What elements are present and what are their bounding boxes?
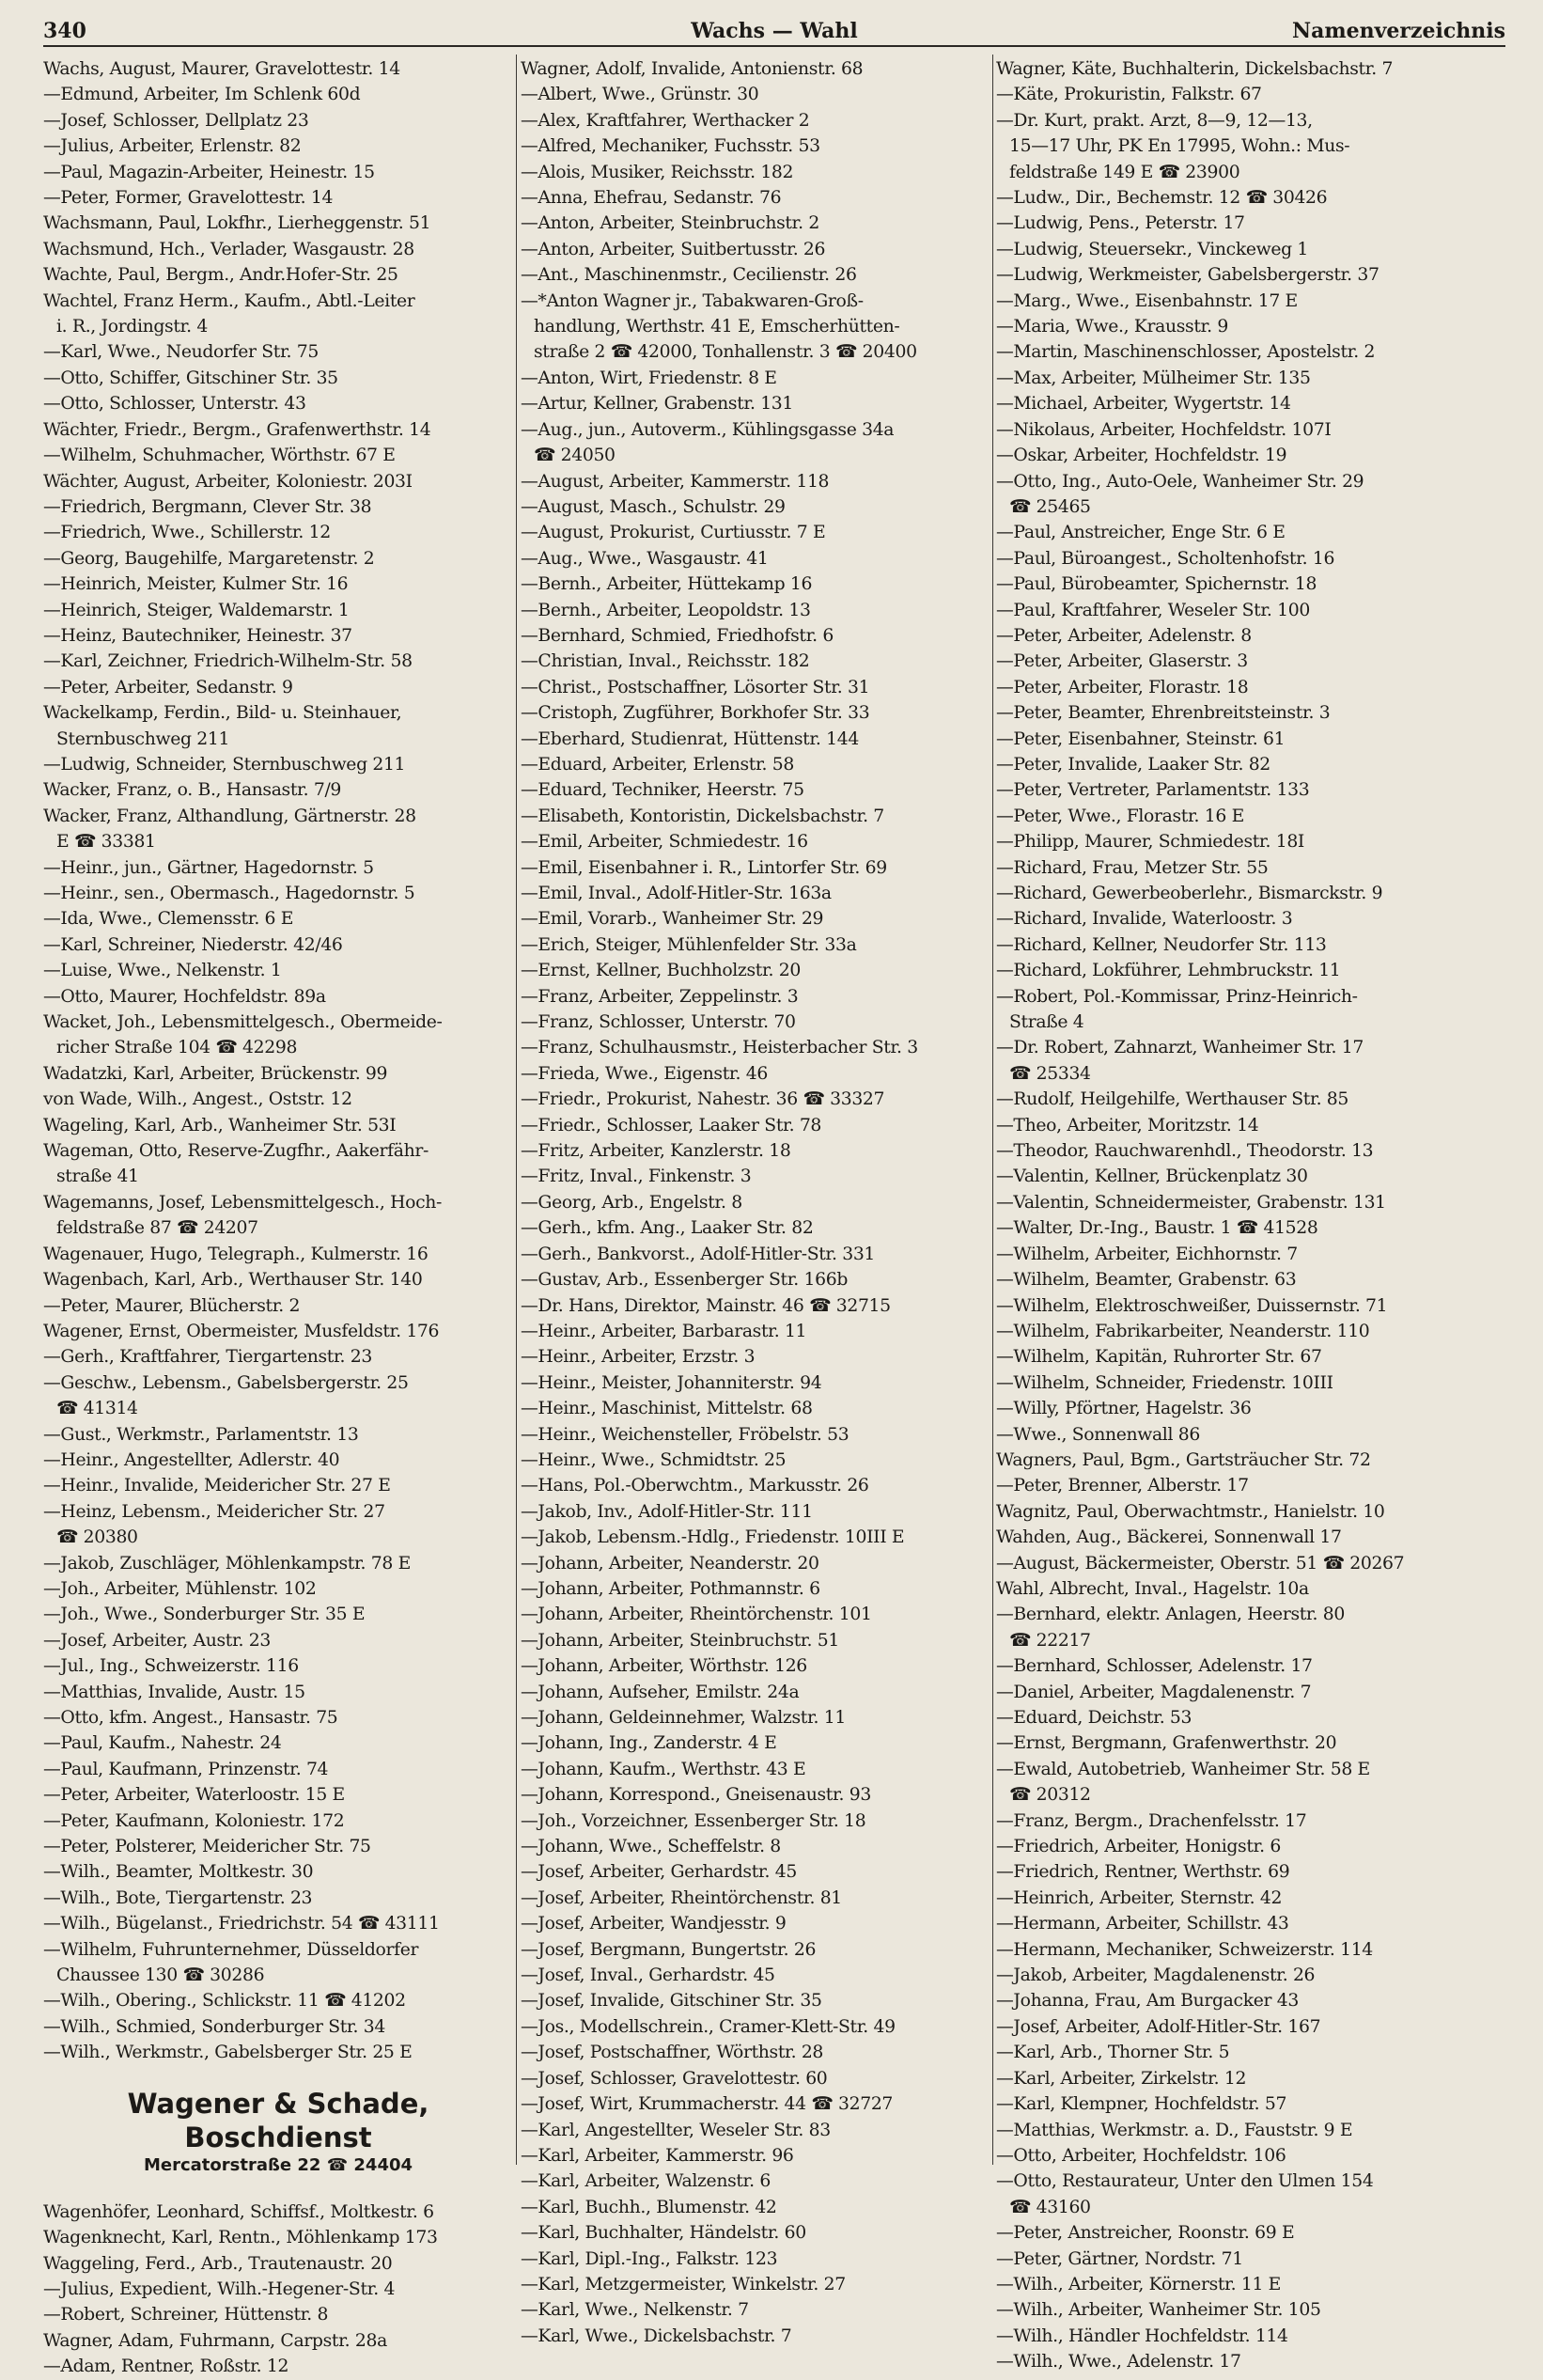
directory-entry: —Marg., Wwe., Eisenbahnstr. 17 E [996,290,1298,311]
directory-entry: —Jakob, Zuschläger, Möhlenkampstr. 78 E [43,1553,411,1574]
directory-entry: —Karl, Buchhalter, Händelstr. 60 [521,2223,806,2244]
directory-entry: —Dr. Robert, Zahnarzt, Wanheimer Str. 17 [996,1038,1364,1058]
directory-entry: —Eduard, Arbeiter, Erlenstr. 58 [521,754,794,775]
directory-entry: —Wilh., Beamter, Moltkestr. 30 [43,1862,314,1883]
directory-entry: —Heinrich, Meister, Kulmer Str. 16 [43,574,349,595]
directory-entry: —Heinr., Invalide, Meidericher Str. 27 E [43,1476,391,1496]
directory-entry: —Karl, Metzgermeister, Winkelstr. 27 [521,2274,846,2294]
directory-entry: Wagener, Ernst, Obermeister, Musfeldstr. 176 [43,1321,440,1341]
directory-entry: —Otto, Maurer, Hochfeldstr. 89a [43,986,326,1007]
directory-entry: —Bernh., Arbeiter, Hüttekamp 16 [521,574,813,595]
directory-entry: —Ludw., Dir., Bechemstr. 12 ☎ 30426 [996,188,1328,209]
directory-entry: —August, Masch., Schulstr. 29 [521,496,786,517]
directory-entry: —Paul, Bürobeamter, Spichernstr. 18 [996,574,1317,595]
directory-entry: —Heinr., Weichensteller, Fröbelstr. 53 [521,1424,849,1445]
directory-entry: —Heinrich, Steiger, Waldemarstr. 1 [43,600,350,620]
directory-entry: —Peter, Anstreicher, Roonstr. 69 E [996,2223,1295,2244]
directory-entry: Wagner, Adam, Fuhrmann, Carpstr. 28a [43,2330,387,2351]
directory-entry: —Joh., Wwe., Sonderburger Str. 35 E [43,1605,366,1625]
directory-entry: —Ernst, Bergmann, Grafenwerthstr. 20 [996,1733,1337,1754]
directory-entry: i. R., Jordingstr. 4 [56,317,208,337]
directory-entry: E ☎ 33381 [56,832,156,853]
directory-entry: —Hans, Pol.-Oberwchtm., Markusstr. 26 [521,1476,869,1496]
directory-entry: —Johann, Korrespond., Gneisenaustr. 93 [521,1785,871,1806]
directory-entry: —Matthias, Werkmstr. a. D., Fauststr. 9 E [996,2120,1353,2140]
directory-entry: —Richard, Kellner, Neudorfer Str. 113 [996,934,1327,955]
directory-entry: —Ewald, Autobetrieb, Wanheimer Str. 58 E [996,1759,1370,1779]
directory-entry: —Maria, Wwe., Krausstr. 9 [996,317,1228,337]
directory-entry: —Wilh., Händler Hochfeldstr. 114 [996,2325,1288,2346]
directory-entry: Wagner, Käte, Buchhalterin, Dickelsbachstr. 7 [996,59,1394,79]
directory-entry: —Josef, Invalide, Gitschiner Str. 35 [521,1991,822,2012]
directory-entry: —Josef, Postschaffner, Wörthstr. 28 [521,2043,824,2063]
directory-entry: —Josef, Bergmann, Bungertstr. 26 [521,1939,817,1960]
directory-entry: —Johann, Arbeiter, Steinbruchstr. 51 [521,1630,839,1651]
directory-entry: —Edmund, Arbeiter, Im Schlenk 60d [43,85,361,105]
directory-entry: —Frieda, Wwe., Eigenstr. 46 [521,1063,768,1084]
directory-entry: —Johann, Geldeinnehmer, Walzstr. 11 [521,1708,846,1728]
directory-entry: —Peter, Arbeiter, Sedanstr. 9 [43,677,293,697]
directory-entry: —Oskar, Arbeiter, Hochfeldstr. 19 [996,446,1287,466]
directory-entry: —Anton, Arbeiter, Suitbertusstr. 26 [521,239,826,259]
directory-entry: —Ludwig, Pens., Peterstr. 17 [996,213,1245,234]
directory-entry: —Heinz, Lebensm., Meidericher Str. 27 [43,1501,385,1522]
directory-entry: —Heinrich, Arbeiter, Sternstr. 42 [996,1887,1283,1908]
directory-entry: —Alex, Kraftfahrer, Werthacker 2 [521,110,810,131]
directory-entry: Wackelkamp, Ferdin., Bild- u. Steinhauer, [43,703,402,724]
directory-entry: —Valentin, Kellner, Brückenplatz 30 [996,1167,1308,1187]
directory-entry: —Jos., Modellschrein., Cramer-Klett-Str. 49 [521,2016,896,2037]
directory-entry: —Peter, Polsterer, Meidericher Str. 75 [43,1837,371,1857]
directory-entry: —Robert, Pol.-Kommissar, Prinz-Heinrich- [996,986,1358,1007]
directory-entry: —Emil, Eisenbahner i. R., Lintorfer Str. 69 [521,857,887,878]
directory-entry: —Michael, Arbeiter, Wygertstr. 14 [996,394,1291,415]
directory-entry: —Wilh., Arbeiter, Körnerstr. 11 E [996,2274,1282,2294]
directory-entry: —Matthias, Invalide, Austr. 15 [43,1682,305,1702]
directory-entry: —Ida, Wwe., Clemensstr. 6 E [43,909,294,930]
directory-entry: —Eduard, Deichstr. 53 [996,1708,1192,1728]
directory-entry: —Johann, Kaufm., Werthstr. 43 E [521,1759,806,1779]
directory-entry: Wachsmann, Paul, Lokfhr., Lierheggenstr. 51 [43,213,431,234]
directory-entry: —Josef, Arbeiter, Gerhardstr. 45 [521,1862,797,1883]
directory-entry: —Friedrich, Bergmann, Clever Str. 38 [43,496,372,517]
directory-entry: —Hermann, Mechaniker, Schweizerstr. 114 [996,1939,1373,1960]
directory-entry: —Karl, Dipl.-Ing., Falkstr. 123 [521,2248,778,2269]
directory-entry: —Wilh., Schmied, Sonderburger Str. 34 [43,2016,385,2037]
column-2 [521,56,990,2346]
directory-entry: Wagenknecht, Karl, Rentn., Möhlenkamp 173 [43,2228,438,2248]
directory-entry: —Peter, Eisenbahner, Steinstr. 61 [996,728,1286,749]
directory-entry: —Theodor, Rauchwarenhdl., Theodorstr. 13 [996,1141,1374,1162]
directory-entry: —Käte, Prokuristin, Falkstr. 67 [996,85,1262,105]
directory-entry: —Richard, Gewerbeoberlehr., Bismarckstr. 9 [996,884,1383,903]
directory-entry: —Elisabeth, Kontoristin, Dickelsbachstr. 7 [521,806,884,826]
directory-entry: —Ludwig, Steuersekr., Vinckeweg 1 [996,239,1309,259]
directory-entry: —Paul, Kaufm., Nahestr. 24 [43,1733,282,1754]
directory-entry: —Karl, Buchh., Blumenstr. 42 [521,2197,777,2217]
directory-entry: —Martin, Maschinenschlosser, Apostelstr. 2 [996,342,1376,363]
directory-entry: —Karl, Arb., Thorner Str. 5 [996,2043,1230,2063]
directory-entry: —Franz, Schulhausmstr., Heisterbacher Str. 3 [521,1038,918,1058]
directory-entry: ☎ 22217 [1009,1630,1091,1651]
directory-entry: —Johann, Arbeiter, Neanderstr. 20 [521,1553,819,1574]
directory-entry: —Heinr., Maschinist, Mittelstr. 68 [521,1399,813,1419]
directory-entry: —Karl, Arbeiter, Walzenstr. 6 [521,2171,771,2192]
directory-entry: —Anton, Arbeiter, Steinbruchstr. 2 [521,213,819,234]
directory-entry: —Wilh., Obering., Schlickstr. 11 ☎ 41202 [43,1991,406,2012]
directory-entry: —Gust., Werkmstr., Parlamentstr. 13 [43,1424,359,1445]
directory-entry: —Johanna, Frau, Am Burgacker 43 [996,1991,1299,2012]
directory-entry: —Wilh., Wwe., Adelenstr. 17 [996,2352,1241,2372]
directory-entry: —Heinr., Arbeiter, Erzstr. 3 [521,1347,756,1368]
directory-entry: —Richard, Lokführer, Lehmbruckstr. 11 [996,961,1341,981]
directory-entry: —Dr. Kurt, prakt. Arzt, 8—9, 12—13, [996,110,1313,131]
directory-entry: —Richard, Frau, Metzer Str. 55 [996,857,1269,878]
directory-entry: —Peter, Brenner, Alberstr. 17 [996,1476,1249,1496]
directory-entry: —Christian, Inval., Reichsstr. 182 [521,651,810,672]
directory-entry: feldstraße 87 ☎ 24207 [56,1218,258,1239]
directory-entry: —Heinr., Arbeiter, Barbarastr. 11 [521,1321,807,1341]
directory-entry: —Joh., Vorzeichner, Essenberger Str. 18 [521,1810,866,1831]
directory-entry: —Franz, Bergm., Drachenfelsstr. 17 [996,1810,1307,1831]
directory-entry: —August, Prokurist, Curtiusstr. 7 E [521,523,826,543]
directory-entry: —Otto, kfm. Angest., Hansastr. 75 [43,1708,338,1728]
directory-entry: —Jakob, Arbeiter, Magdalenenstr. 26 [996,1965,1316,1986]
directory-entry: —Peter, Maurer, Blücherstr. 2 [43,1295,301,1316]
directory-entry: Wagners, Paul, Bgm., Gartsträucher Str. 72 [996,1449,1371,1470]
directory-entry: —Paul, Büroangest., Scholtenhofstr. 16 [996,548,1335,569]
directory-entry: —Johann, Wwe., Scheffelstr. 8 [521,1837,781,1857]
directory-entry: —Peter, Wwe., Florastr. 16 E [996,806,1244,826]
directory-entry: Wacker, Franz, Althandlung, Gärtnerstr. 28 [43,806,416,826]
directory-entry: Chaussee 130 ☎ 30286 [56,1965,265,1986]
directory-entry: —Peter, Former, Gravelottestr. 14 [43,188,334,209]
directory-entry: Wagenauer, Hugo, Telegraph., Kulmerstr. 16 [43,1244,429,1264]
directory-entry: —Joh., Arbeiter, Mühlenstr. 102 [43,1578,317,1599]
directory-entry: ☎ 41314 [56,1399,138,1419]
directory-entry: —Josef, Arbeiter, Wandjesstr. 9 [521,1914,787,1934]
directory-entry: —Willy, Pförtner, Hagelstr. 36 [996,1399,1252,1419]
column-divider [992,55,993,2165]
directory-entry: —Karl, Klempner, Hochfeldstr. 57 [996,2094,1287,2115]
directory-entry: —Bernhard, elektr. Anlagen, Heerstr. 80 [996,1605,1345,1625]
directory-entry: —Ant., Maschinenmstr., Cecilienstr. 26 [521,265,857,286]
directory-entry: —Philipp, Maurer, Schmiedestr. 18I [996,832,1304,853]
directory-entry: —Wwe., Sonnenwall 86 [996,1424,1200,1445]
directory-entry: Wächter, Friedr., Bergm., Grafenwerthstr. 14 [43,419,431,440]
directory-entry: —Otto, Ing., Auto-Oele, Wanheimer Str. 29 [996,471,1364,492]
directory-entry: —Luise, Wwe., Nelkenstr. 1 [43,961,282,981]
directory-entry: —Geschw., Lebensm., Gabelsbergerstr. 25 [43,1372,409,1393]
directory-entry: —Walter, Dr.-Ing., Baustr. 1 ☎ 41528 [996,1218,1318,1239]
directory-entry: —Fritz, Arbeiter, Kanzlerstr. 18 [521,1141,791,1162]
ad-address: Mercatorstraße 22 ☎ 24404 [143,2154,413,2175]
directory-entry: Wagenbach, Karl, Arb., Werthauser Str. 140 [43,1270,423,1291]
directory-entry: Wahl, Albrecht, Inval., Hagelstr. 10a [996,1578,1309,1599]
directory-entry: —Richard, Invalide, Waterloostr. 3 [996,909,1293,930]
directory-entry: —Friedrich, Wwe., Schillerstr. 12 [43,523,331,543]
column-divider [516,55,517,2165]
page-header [43,13,1505,47]
directory-entry: —Julius, Arbeiter, Erlenstr. 82 [43,136,302,157]
directory-entry: —Josef, Schlosser, Gravelottestr. 60 [521,2068,828,2089]
directory-entry: —Peter, Arbeiter, Glaserstr. 3 [996,651,1248,672]
directory-entry: —Wilhelm, Schneider, Friedenstr. 10III [996,1372,1333,1393]
directory-entry: —Heinz, Bautechniker, Heinestr. 37 [43,625,352,646]
directory-entry: straße 41 [56,1167,139,1187]
directory-entry: ☎ 20312 [1009,1785,1091,1806]
directory-entry: Wachtel, Franz Herm., Kaufm., Abtl.-Leiter [43,290,415,311]
directory-entry: von Wade, Wilh., Angest., Oststr. 12 [43,1089,352,1110]
directory-entry: —Johann, Aufseher, Emilstr. 24a [521,1682,800,1702]
page-number: 340 [43,19,86,43]
directory-entry: —Peter, Arbeiter, Waterloostr. 15 E [43,1785,345,1806]
advertisement [43,2087,513,2177]
directory-entry: —Heinr., sen., Obermasch., Hagedornstr. 5 [43,884,415,903]
directory-entry: —Christ., Postschaffner, Lösorter Str. 31 [521,677,870,697]
directory-entry: —Hermann, Arbeiter, Schillstr. 43 [996,1914,1289,1934]
directory-entry: —Karl, Arbeiter, Zirkelstr. 12 [996,2068,1247,2089]
directory-entry: —Cristoph, Zugführer, Borkhofer Str. 33 [521,703,870,724]
directory-entry: —Paul, Magazin-Arbeiter, Heinestr. 15 [43,162,375,182]
directory-entry: —Bernhard, Schlosser, Adelenstr. 17 [996,1656,1313,1677]
directory-entry: —Friedr., Schlosser, Laaker Str. 78 [521,1115,822,1135]
directory-entry: —Gerh., kfm. Ang., Laaker Str. 82 [521,1218,814,1239]
directory-entry: —Otto, Schiffer, Gitschiner Str. 35 [43,368,338,388]
directory-entry: —Eberhard, Studienrat, Hüttenstr. 144 [521,728,859,749]
directory-entry: —Georg, Arb., Engelstr. 8 [521,1192,742,1213]
directory-entry: Wageling, Karl, Arb., Wanheimer Str. 53I [43,1115,397,1135]
directory-entry: —Anton, Wirt, Friedenstr. 8 E [521,368,777,388]
directory-entry: —Jakob, Inv., Adolf-Hitler-Str. 111 [521,1501,813,1522]
directory-entry: —Emil, Inval., Adolf-Hitler-Str. 163a [521,884,832,903]
directory-entry: —Robert, Schreiner, Hüttenstr. 8 [43,2305,329,2325]
directory-entry: —Julius, Expedient, Wilh.-Hegener-Str. 4 [43,2278,396,2299]
directory-entry: —Karl, Angestellter, Weseler Str. 83 [521,2120,831,2140]
directory-entry: —Wilhelm, Schuhmacher, Wörthstr. 67 E [43,446,396,466]
directory-entry: Wachte, Paul, Bergm., Andr.Hofer-Str. 25 [43,265,398,286]
directory-entry: —Gerh., Bankvorst., Adolf-Hitler-Str. 331 [521,1244,876,1264]
directory-entry: —Johann, Arbeiter, Wörthstr. 126 [521,1656,807,1677]
directory-entry: Wagnitz, Paul, Oberwachtmstr., Hanielstr. 10 [996,1501,1385,1522]
directory-entry: —Bernhard, Schmied, Friedhofstr. 6 [521,625,834,646]
directory-entry: —Wilh., Arbeiter, Wanheimer Str. 105 [996,2300,1321,2321]
directory-entry: —Peter, Vertreter, Parlamentstr. 133 [996,780,1310,801]
directory-entry: Wagenhöfer, Leonhard, Schiffsf., Moltkestr. 6 [43,2201,434,2222]
directory-entry: —Peter, Arbeiter, Adelenstr. 8 [996,625,1252,646]
directory-entry: —Wilhelm, Kapitän, Ruhrorter Str. 67 [996,1347,1322,1368]
directory-entry: —Wilhelm, Elektroschweißer, Duissernstr. 71 [996,1295,1388,1316]
directory-entry: —Paul, Anstreicher, Enge Str. 6 E [996,523,1286,543]
directory-entry: —Otto, Arbeiter, Hochfeldstr. 106 [996,2145,1286,2166]
directory-entry: —Peter, Kaufmann, Koloniestr. 172 [43,1810,345,1831]
directory-entry: —Karl, Wwe., Dickelsbachstr. 7 [521,2325,792,2346]
directory-entry: —Josef, Inval., Gerhardstr. 45 [521,1965,775,1986]
directory-entry: Wachsmund, Hch., Verlader, Wasgaustr. 28 [43,239,414,259]
directory-entry: —Johann, Ing., Zanderstr. 4 E [521,1733,777,1754]
directory-entry: —Artur, Kellner, Grabenstr. 131 [521,394,793,415]
directory-entry: —*Anton Wagner jr., Tabakwaren-Groß- [521,290,864,311]
directory-entry: —Josef, Arbeiter, Adolf-Hitler-Str. 167 [996,2016,1321,2037]
directory-entry: Wadatzki, Karl, Arbeiter, Brückenstr. 99 [43,1063,388,1084]
directory-entry: straße 2 ☎ 42000, Tonhallenstr. 3 ☎ 20400 [534,342,917,363]
directory-entry: Wagemanns, Josef, Lebensmittelgesch., Hoch- [43,1192,442,1213]
directory-entry: —Franz, Schlosser, Unterstr. 70 [521,1012,796,1033]
directory-entry: —Eduard, Techniker, Heerstr. 75 [521,780,804,801]
directory-entry: —Heinr., Wwe., Schmidtstr. 25 [521,1449,787,1470]
directory-entry: —Bernh., Arbeiter, Leopoldstr. 13 [521,600,811,620]
ad-title: Wagener & Schade, Boschdienst [127,2087,429,2153]
directory-entry: —Heinr., Meister, Johanniterstr. 94 [521,1372,822,1393]
directory-entry: ☎ 20380 [56,1527,138,1548]
directory-entry: —Albert, Wwe., Grünstr. 30 [521,85,759,105]
directory-entry: —Paul, Kaufmann, Prinzenstr. 74 [43,1759,329,1779]
directory-entry: —Josef, Schlosser, Dellplatz 23 [43,110,309,131]
directory-entry: —Karl, Wwe., Nelkenstr. 7 [521,2300,749,2321]
directory-entry: —Paul, Kraftfahrer, Weseler Str. 100 [996,600,1310,620]
directory-entry: —Rudolf, Heilgehilfe, Werthauser Str. 85 [996,1089,1349,1110]
directory-entry: —Aug., Wwe., Wasgaustr. 41 [521,548,769,569]
directory-entry: Wacker, Franz, o. B., Hansastr. 7/9 [43,780,342,801]
directory-entry: —Heinr., Angestellter, Adlerstr. 40 [43,1449,340,1470]
directory-entry: —Peter, Arbeiter, Florastr. 18 [996,677,1249,697]
name-range: Wachs — Wahl [691,19,858,43]
directory-entry: —Emil, Vorarb., Wanheimer Str. 29 [521,909,824,930]
directory-entry: —Dr. Hans, Direktor, Mainstr. 46 ☎ 32715 [521,1295,891,1316]
directory-entry: —Otto, Restaurateur, Unter den Ulmen 154 [996,2171,1374,2192]
directory-entry: —Daniel, Arbeiter, Magdalenenstr. 7 [996,1682,1312,1702]
directory-entry: —Heinr., jun., Gärtner, Hagedornstr. 5 [43,857,374,878]
directory-entry: —Adam, Rentner, Roßstr. 12 [43,2357,289,2377]
directory-entry: handlung, Werthstr. 41 E, Emscherhütten- [534,317,900,337]
directory-entry: —Jakob, Lebensm.-Hdlg., Friedenstr. 10III E [521,1527,905,1548]
directory-entry: —Johann, Arbeiter, Rheintörchenstr. 101 [521,1605,872,1625]
directory-entry: —Nikolaus, Arbeiter, Hochfeldstr. 107I [996,419,1332,440]
directory-entry: —Wilhelm, Fabrikarbeiter, Neanderstr. 110 [996,1321,1370,1341]
directory-entry: —Alois, Musiker, Reichsstr. 182 [521,162,794,182]
directory-entry: —Wilh., Werkmstr., Gabelsberger Str. 25 E [43,2043,413,2063]
directory-entry: —Franz, Arbeiter, Zeppelinstr. 3 [521,986,799,1007]
directory-entry: —Josef, Wirt, Krummacherstr. 44 ☎ 32727 [521,2094,894,2115]
directory-entry: —Peter, Invalide, Laaker Str. 82 [996,754,1270,775]
directory-entry: —Gustav, Arb., Essenberger Str. 166b [521,1270,848,1291]
directory-entry: —Josef, Arbeiter, Rheintörchenstr. 81 [521,1887,842,1908]
directory-entry: —Gerh., Kraftfahrer, Tiergartenstr. 23 [43,1347,372,1368]
directory-entry: —Valentin, Schneidermeister, Grabenstr. 131 [996,1192,1386,1213]
directory-entry: Wachs, August, Maurer, Gravelottestr. 14 [43,59,400,79]
directory-entry: —Wilhelm, Fuhrunternehmer, Düsseldorfer [43,1939,419,1960]
directory-entry: ☎ 25465 [1009,496,1091,517]
section-title: Namenverzeichnis [1292,19,1505,43]
directory-entry: —Karl, Arbeiter, Kammerstr. 96 [521,2145,794,2166]
directory-entry: —Karl, Schreiner, Niederstr. 42/46 [43,934,343,955]
directory-entry: Wagner, Adolf, Invalide, Antonienstr. 68 [521,59,864,79]
directory-entry: —Johann, Arbeiter, Pothmannstr. 6 [521,1578,820,1599]
directory-entry: —Karl, Wwe., Neudorfer Str. 75 [43,342,319,363]
directory-entry: —Erich, Steiger, Mühlenfelder Str. 33a [521,934,857,955]
directory-entry: —Peter, Beamter, Ehrenbreitsteinstr. 3 [996,703,1331,724]
directory-entry: —Otto, Schlosser, Unterstr. 43 [43,394,306,415]
directory-entry: richer Straße 104 ☎ 42298 [56,1038,298,1058]
directory-entry: Sternbuschweg 211 [56,728,230,749]
directory-entry: Straße 4 [1009,1012,1084,1033]
directory-entry: —Jul., Ing., Schweizerstr. 116 [43,1656,299,1677]
directory-entry: ☎ 43160 [1009,2197,1091,2217]
directory-entry: Wacket, Joh., Lebensmittelgesch., Obermeide- [43,1012,443,1033]
column-3 [996,56,1508,2372]
directory-entry: —Aug., jun., Autoverm., Kühlingsgasse 34a [521,419,895,440]
directory-entry: —Friedr., Prokurist, Nahestr. 36 ☎ 33327 [521,1089,885,1110]
directory-entry: —Josef, Arbeiter, Austr. 23 [43,1630,271,1651]
directory-entry: —August, Bäckermeister, Oberstr. 51 ☎ 20267 [996,1553,1405,1574]
directory-entry: —Karl, Zeichner, Friedrich-Wilhelm-Str. 58 [43,651,413,672]
directory-entry: Wageman, Otto, Reserve-Zugfhr., Aakerfähr- [43,1141,429,1162]
directory-entry: —Georg, Baugehilfe, Margaretenstr. 2 [43,548,375,569]
directory-entry: —Peter, Gärtner, Nordstr. 71 [996,2248,1243,2269]
directory-entry: —Friedrich, Rentner, Werthstr. 69 [996,1862,1290,1883]
directory-entry: ☎ 24050 [534,446,616,466]
directory-entry: —Wilhelm, Beamter, Grabenstr. 63 [996,1270,1297,1291]
directory-entry: —Wilh., Bote, Tiergartenstr. 23 [43,1887,313,1908]
directory-entry: —Friedrich, Arbeiter, Honigstr. 6 [996,1837,1281,1857]
directory-entry: —Wilh., Bügelanst., Friedrichstr. 54 ☎ 43111 [43,1914,440,1934]
directory-entry: 15—17 Uhr, PK En 17995, Wohn.: Mus- [1009,136,1350,157]
column-1 [43,56,513,2377]
directory-entry: —Ludwig, Werkmeister, Gabelsbergerstr. 37 [996,265,1379,286]
header-rule [43,45,1505,47]
directory-entry: Wächter, August, Arbeiter, Koloniestr. 203I [43,471,413,492]
directory-entry: —Anna, Ehefrau, Sedanstr. 76 [521,188,782,209]
directory-entry: —Alfred, Mechaniker, Fuchsstr. 53 [521,136,820,157]
directory-entry: —Emil, Arbeiter, Schmiedestr. 16 [521,832,808,853]
directory-entry: —Theo, Arbeiter, Moritzstr. 14 [996,1115,1259,1135]
directory-entry: —Ernst, Kellner, Buchholzstr. 20 [521,961,801,981]
directory-entry: —Max, Arbeiter, Mülheimer Str. 135 [996,368,1311,388]
directory-entry: ☎ 25334 [1009,1063,1091,1084]
directory-entry: —Fritz, Inval., Finkenstr. 3 [521,1167,752,1187]
directory-entry: Waggeling, Ferd., Arb., Trautenaustr. 20 [43,2253,393,2274]
directory-entry: —August, Arbeiter, Kammerstr. 118 [521,471,830,492]
directory-entry: feldstraße 149 E ☎ 23900 [1009,162,1240,182]
directory-entry: —Wilhelm, Arbeiter, Eichhornstr. 7 [996,1244,1298,1264]
directory-entry: —Ludwig, Schneider, Sternbuschweg 211 [43,754,406,775]
directory-entry: Wahden, Aug., Bäckerei, Sonnenwall 17 [996,1527,1342,1548]
